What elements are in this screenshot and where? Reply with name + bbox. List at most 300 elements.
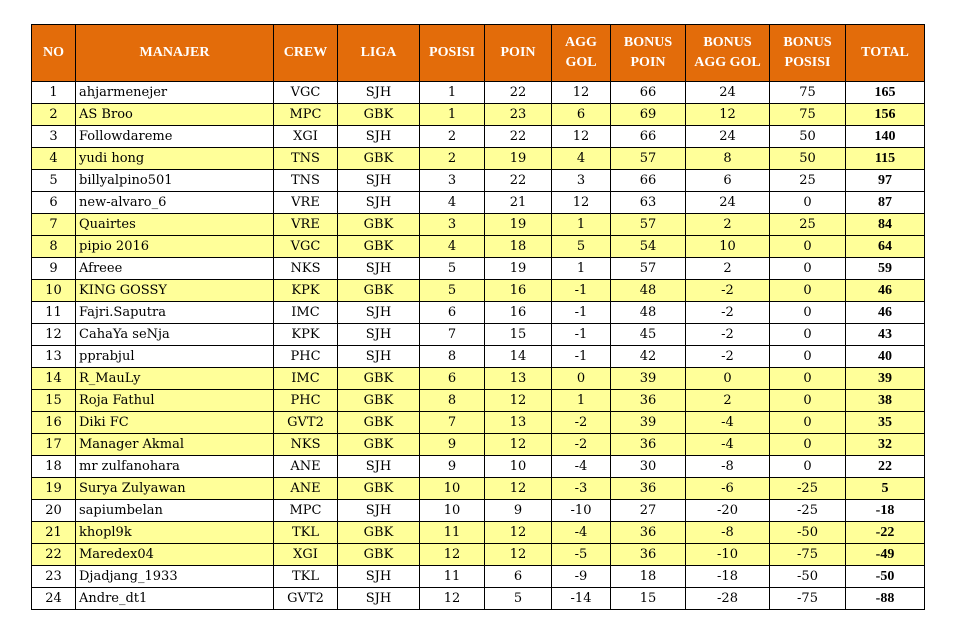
cell-bonus-poin: 45 xyxy=(611,324,686,346)
cell-no: 14 xyxy=(32,368,76,390)
cell-liga: GBK xyxy=(338,148,420,170)
cell-poin: 22 xyxy=(485,170,552,192)
cell-bonus-posisi: 75 xyxy=(770,104,846,126)
cell-total: 22 xyxy=(846,456,925,478)
cell-bonus-agg-gol: -20 xyxy=(686,500,770,522)
cell-poin: 18 xyxy=(485,236,552,258)
cell-manajer: new-alvaro_6 xyxy=(76,192,274,214)
cell-posisi: 5 xyxy=(420,280,485,302)
header-bonus-posisi-line2: POSISI xyxy=(784,55,831,70)
header-agg-gol-line1: AGG xyxy=(565,35,597,50)
cell-bonus-agg-gol: -2 xyxy=(686,324,770,346)
table-row xyxy=(32,126,925,148)
header-bonus-agg-gol-line2: AGG GOL xyxy=(694,55,761,70)
cell-bonus-agg-gol: 2 xyxy=(686,390,770,412)
table-row xyxy=(32,588,925,610)
cell-poin: 16 xyxy=(485,280,552,302)
cell-bonus-posisi: 75 xyxy=(770,82,846,104)
header-bonus-posisi xyxy=(770,25,846,82)
cell-poin: 10 xyxy=(485,456,552,478)
cell-posisi: 12 xyxy=(420,544,485,566)
cell-bonus-posisi: 0 xyxy=(770,236,846,258)
cell-bonus-poin: 30 xyxy=(611,456,686,478)
cell-manajer: AS Broo xyxy=(76,104,274,126)
cell-bonus-poin: 15 xyxy=(611,588,686,610)
header-bonus-posisi-line1: BONUS xyxy=(783,35,832,50)
table-row xyxy=(32,280,925,302)
cell-total: -22 xyxy=(846,522,925,544)
table-row xyxy=(32,148,925,170)
cell-bonus-poin: 66 xyxy=(611,82,686,104)
cell-manajer: Maredex04 xyxy=(76,544,274,566)
cell-crew: VGC xyxy=(274,82,338,104)
cell-agg-gol: -4 xyxy=(552,456,611,478)
cell-bonus-agg-gol: 12 xyxy=(686,104,770,126)
cell-bonus-agg-gol: 10 xyxy=(686,236,770,258)
cell-manajer: mr zulfanohara xyxy=(76,456,274,478)
cell-no: 8 xyxy=(32,236,76,258)
cell-poin: 21 xyxy=(485,192,552,214)
cell-agg-gol: -1 xyxy=(552,302,611,324)
cell-bonus-posisi: 0 xyxy=(770,192,846,214)
cell-posisi: 4 xyxy=(420,236,485,258)
cell-bonus-agg-gol: -2 xyxy=(686,302,770,324)
cell-no: 10 xyxy=(32,280,76,302)
cell-agg-gol: 1 xyxy=(552,390,611,412)
cell-bonus-posisi: 0 xyxy=(770,258,846,280)
cell-no: 18 xyxy=(32,456,76,478)
header-bonus-poin-line2: POIN xyxy=(630,55,666,70)
cell-poin: 22 xyxy=(485,82,552,104)
cell-total: 97 xyxy=(846,170,925,192)
cell-total: -88 xyxy=(846,588,925,610)
cell-total: 59 xyxy=(846,258,925,280)
cell-bonus-agg-gol: 2 xyxy=(686,214,770,236)
cell-agg-gol: -10 xyxy=(552,500,611,522)
cell-bonus-posisi: 25 xyxy=(770,214,846,236)
cell-no: 4 xyxy=(32,148,76,170)
cell-crew: ANE xyxy=(274,478,338,500)
header-poin: POIN xyxy=(485,25,552,82)
cell-poin: 9 xyxy=(485,500,552,522)
cell-bonus-poin: 57 xyxy=(611,258,686,280)
header-bonus-agg-gol-line1: BONUS xyxy=(703,35,752,50)
table-row xyxy=(32,368,925,390)
cell-liga: SJH xyxy=(338,324,420,346)
cell-liga: GBK xyxy=(338,544,420,566)
cell-bonus-poin: 57 xyxy=(611,148,686,170)
cell-poin: 23 xyxy=(485,104,552,126)
cell-liga: GBK xyxy=(338,236,420,258)
cell-bonus-poin: 42 xyxy=(611,346,686,368)
cell-bonus-agg-gol: -8 xyxy=(686,522,770,544)
cell-bonus-poin: 36 xyxy=(611,478,686,500)
cell-liga: SJH xyxy=(338,346,420,368)
cell-total: -50 xyxy=(846,566,925,588)
cell-poin: 12 xyxy=(485,522,552,544)
cell-liga: GBK xyxy=(338,412,420,434)
cell-posisi: 3 xyxy=(420,170,485,192)
cell-total: 39 xyxy=(846,368,925,390)
cell-manajer: sapiumbelan xyxy=(76,500,274,522)
cell-bonus-agg-gol: -8 xyxy=(686,456,770,478)
cell-crew: TKL xyxy=(274,522,338,544)
cell-bonus-poin: 39 xyxy=(611,368,686,390)
cell-crew: TNS xyxy=(274,170,338,192)
cell-crew: MPC xyxy=(274,500,338,522)
cell-agg-gol: -4 xyxy=(552,522,611,544)
header-row xyxy=(32,25,925,82)
header-bonus-agg-gol xyxy=(686,25,770,82)
cell-manajer: khopl9k xyxy=(76,522,274,544)
cell-posisi: 7 xyxy=(420,324,485,346)
cell-poin: 22 xyxy=(485,126,552,148)
cell-bonus-posisi: 25 xyxy=(770,170,846,192)
cell-agg-gol: 5 xyxy=(552,236,611,258)
cell-liga: SJH xyxy=(338,126,420,148)
cell-bonus-posisi: 0 xyxy=(770,324,846,346)
cell-manajer: Fajri.Saputra xyxy=(76,302,274,324)
cell-no: 11 xyxy=(32,302,76,324)
cell-agg-gol: -14 xyxy=(552,588,611,610)
cell-bonus-agg-gol: 0 xyxy=(686,368,770,390)
cell-total: 43 xyxy=(846,324,925,346)
table-row xyxy=(32,82,925,104)
cell-total: 87 xyxy=(846,192,925,214)
cell-agg-gol: -2 xyxy=(552,434,611,456)
cell-poin: 12 xyxy=(485,434,552,456)
cell-bonus-posisi: 50 xyxy=(770,126,846,148)
table-row xyxy=(32,324,925,346)
header-bonus-poin xyxy=(611,25,686,82)
cell-bonus-posisi: 0 xyxy=(770,368,846,390)
cell-liga: GBK xyxy=(338,522,420,544)
cell-bonus-posisi: 0 xyxy=(770,280,846,302)
cell-agg-gol: 12 xyxy=(552,126,611,148)
cell-bonus-poin: 57 xyxy=(611,214,686,236)
cell-crew: VGC xyxy=(274,236,338,258)
cell-agg-gol: 1 xyxy=(552,258,611,280)
cell-posisi: 6 xyxy=(420,302,485,324)
cell-posisi: 3 xyxy=(420,214,485,236)
cell-poin: 12 xyxy=(485,390,552,412)
cell-total: 156 xyxy=(846,104,925,126)
cell-agg-gol: -1 xyxy=(552,324,611,346)
cell-agg-gol: 3 xyxy=(552,170,611,192)
table-row xyxy=(32,192,925,214)
cell-total: 165 xyxy=(846,82,925,104)
cell-poin: 14 xyxy=(485,346,552,368)
cell-crew: XGI xyxy=(274,544,338,566)
cell-total: 46 xyxy=(846,280,925,302)
cell-manajer: R_MauLy xyxy=(76,368,274,390)
cell-crew: VRE xyxy=(274,192,338,214)
cell-poin: 13 xyxy=(485,412,552,434)
cell-agg-gol: 12 xyxy=(552,192,611,214)
cell-manajer: CahaYa seNja xyxy=(76,324,274,346)
cell-bonus-poin: 27 xyxy=(611,500,686,522)
cell-posisi: 9 xyxy=(420,434,485,456)
cell-no: 2 xyxy=(32,104,76,126)
cell-liga: SJH xyxy=(338,170,420,192)
cell-posisi: 1 xyxy=(420,82,485,104)
table-row xyxy=(32,478,925,500)
table-row xyxy=(32,390,925,412)
cell-crew: NKS xyxy=(274,258,338,280)
cell-manajer: Surya Zulyawan xyxy=(76,478,274,500)
header-agg-gol-line2: GOL xyxy=(565,55,597,70)
header-no: NO xyxy=(32,25,76,82)
table-row xyxy=(32,236,925,258)
header-agg-gol xyxy=(552,25,611,82)
header-bonus-poin-line1: BONUS xyxy=(623,35,673,50)
cell-poin: 16 xyxy=(485,302,552,324)
cell-liga: GBK xyxy=(338,104,420,126)
table-row xyxy=(32,566,925,588)
cell-bonus-posisi: 0 xyxy=(770,390,846,412)
standings-table xyxy=(31,24,925,610)
cell-agg-gol: 1 xyxy=(552,214,611,236)
cell-posisi: 9 xyxy=(420,456,485,478)
cell-bonus-agg-gol: 24 xyxy=(686,82,770,104)
cell-crew: IMC xyxy=(274,302,338,324)
cell-manajer: Afreee xyxy=(76,258,274,280)
cell-no: 20 xyxy=(32,500,76,522)
cell-crew: KPK xyxy=(274,280,338,302)
cell-posisi: 7 xyxy=(420,412,485,434)
cell-bonus-agg-gol: 6 xyxy=(686,170,770,192)
table-row xyxy=(32,214,925,236)
cell-bonus-posisi: -50 xyxy=(770,566,846,588)
cell-crew: NKS xyxy=(274,434,338,456)
cell-liga: GBK xyxy=(338,214,420,236)
cell-crew: VRE xyxy=(274,214,338,236)
cell-liga: SJH xyxy=(338,500,420,522)
cell-manajer: ahjarmenejer xyxy=(76,82,274,104)
cell-crew: TKL xyxy=(274,566,338,588)
cell-total: 46 xyxy=(846,302,925,324)
cell-poin: 5 xyxy=(485,588,552,610)
cell-posisi: 6 xyxy=(420,368,485,390)
cell-bonus-poin: 63 xyxy=(611,192,686,214)
cell-no: 19 xyxy=(32,478,76,500)
cell-manajer: Manager Akmal xyxy=(76,434,274,456)
cell-no: 9 xyxy=(32,258,76,280)
cell-posisi: 10 xyxy=(420,478,485,500)
cell-crew: IMC xyxy=(274,368,338,390)
cell-agg-gol: 0 xyxy=(552,368,611,390)
cell-bonus-poin: 48 xyxy=(611,302,686,324)
cell-bonus-poin: 36 xyxy=(611,390,686,412)
cell-liga: GBK xyxy=(338,478,420,500)
cell-poin: 12 xyxy=(485,544,552,566)
cell-total: 38 xyxy=(846,390,925,412)
cell-no: 5 xyxy=(32,170,76,192)
cell-crew: XGI xyxy=(274,126,338,148)
table-row xyxy=(32,500,925,522)
table-row xyxy=(32,104,925,126)
header-manajer: MANAJER xyxy=(76,25,274,82)
cell-liga: GBK xyxy=(338,368,420,390)
cell-bonus-agg-gol: 2 xyxy=(686,258,770,280)
cell-posisi: 5 xyxy=(420,258,485,280)
cell-poin: 19 xyxy=(485,258,552,280)
table-row xyxy=(32,522,925,544)
cell-crew: TNS xyxy=(274,148,338,170)
cell-bonus-posisi: -50 xyxy=(770,522,846,544)
cell-manajer: Roja Fathul xyxy=(76,390,274,412)
table-row xyxy=(32,434,925,456)
cell-no: 16 xyxy=(32,412,76,434)
cell-no: 24 xyxy=(32,588,76,610)
header-crew: CREW xyxy=(274,25,338,82)
table-row xyxy=(32,412,925,434)
cell-bonus-poin: 48 xyxy=(611,280,686,302)
cell-poin: 12 xyxy=(485,478,552,500)
cell-crew: GVT2 xyxy=(274,412,338,434)
cell-no: 21 xyxy=(32,522,76,544)
cell-no: 15 xyxy=(32,390,76,412)
cell-poin: 15 xyxy=(485,324,552,346)
cell-bonus-agg-gol: 24 xyxy=(686,192,770,214)
cell-agg-gol: -1 xyxy=(552,280,611,302)
cell-crew: GVT2 xyxy=(274,588,338,610)
cell-bonus-posisi: 0 xyxy=(770,456,846,478)
cell-agg-gol: -9 xyxy=(552,566,611,588)
cell-crew: ANE xyxy=(274,456,338,478)
cell-posisi: 11 xyxy=(420,522,485,544)
cell-bonus-poin: 39 xyxy=(611,412,686,434)
cell-liga: SJH xyxy=(338,258,420,280)
cell-agg-gol: -1 xyxy=(552,346,611,368)
cell-bonus-poin: 66 xyxy=(611,126,686,148)
cell-bonus-poin: 18 xyxy=(611,566,686,588)
cell-no: 13 xyxy=(32,346,76,368)
cell-poin: 19 xyxy=(485,214,552,236)
cell-posisi: 10 xyxy=(420,500,485,522)
cell-posisi: 2 xyxy=(420,148,485,170)
cell-total: -49 xyxy=(846,544,925,566)
cell-posisi: 2 xyxy=(420,126,485,148)
cell-liga: GBK xyxy=(338,434,420,456)
cell-total: 35 xyxy=(846,412,925,434)
cell-bonus-poin: 54 xyxy=(611,236,686,258)
header-posisi: POSISI xyxy=(420,25,485,82)
table-row xyxy=(32,346,925,368)
cell-total: 40 xyxy=(846,346,925,368)
table-row xyxy=(32,302,925,324)
cell-posisi: 4 xyxy=(420,192,485,214)
cell-manajer: billyalpino501 xyxy=(76,170,274,192)
cell-bonus-agg-gol: -2 xyxy=(686,346,770,368)
cell-crew: MPC xyxy=(274,104,338,126)
cell-bonus-poin: 66 xyxy=(611,170,686,192)
cell-agg-gol: 6 xyxy=(552,104,611,126)
cell-no: 22 xyxy=(32,544,76,566)
cell-total: -18 xyxy=(846,500,925,522)
cell-posisi: 1 xyxy=(420,104,485,126)
cell-crew: PHC xyxy=(274,390,338,412)
cell-posisi: 12 xyxy=(420,588,485,610)
cell-agg-gol: -3 xyxy=(552,478,611,500)
cell-bonus-agg-gol: -28 xyxy=(686,588,770,610)
cell-manajer: yudi hong xyxy=(76,148,274,170)
cell-bonus-posisi: -75 xyxy=(770,544,846,566)
cell-manajer: pipio 2016 xyxy=(76,236,274,258)
cell-no: 17 xyxy=(32,434,76,456)
cell-bonus-poin: 36 xyxy=(611,544,686,566)
cell-bonus-agg-gol: 8 xyxy=(686,148,770,170)
cell-manajer: Followdareme xyxy=(76,126,274,148)
cell-bonus-poin: 36 xyxy=(611,434,686,456)
cell-poin: 13 xyxy=(485,368,552,390)
cell-bonus-agg-gol: 24 xyxy=(686,126,770,148)
cell-liga: SJH xyxy=(338,456,420,478)
cell-manajer: Quairtes xyxy=(76,214,274,236)
cell-bonus-posisi: 0 xyxy=(770,302,846,324)
cell-bonus-posisi: 0 xyxy=(770,346,846,368)
cell-liga: SJH xyxy=(338,302,420,324)
cell-agg-gol: 12 xyxy=(552,82,611,104)
header-liga: LIGA xyxy=(338,25,420,82)
cell-bonus-poin: 36 xyxy=(611,522,686,544)
cell-agg-gol: -2 xyxy=(552,412,611,434)
table-row xyxy=(32,456,925,478)
cell-bonus-agg-gol: -4 xyxy=(686,412,770,434)
cell-agg-gol: -5 xyxy=(552,544,611,566)
cell-no: 23 xyxy=(32,566,76,588)
table-body xyxy=(32,82,925,610)
cell-total: 64 xyxy=(846,236,925,258)
cell-no: 12 xyxy=(32,324,76,346)
cell-manajer: pprabjul xyxy=(76,346,274,368)
cell-bonus-posisi: -25 xyxy=(770,500,846,522)
header-total: TOTAL xyxy=(846,25,925,82)
cell-bonus-posisi: -25 xyxy=(770,478,846,500)
cell-bonus-agg-gol: -10 xyxy=(686,544,770,566)
cell-total: 5 xyxy=(846,478,925,500)
cell-liga: GBK xyxy=(338,390,420,412)
cell-total: 32 xyxy=(846,434,925,456)
cell-agg-gol: 4 xyxy=(552,148,611,170)
cell-bonus-posisi: 50 xyxy=(770,148,846,170)
cell-no: 1 xyxy=(32,82,76,104)
cell-bonus-posisi: 0 xyxy=(770,434,846,456)
cell-liga: SJH xyxy=(338,588,420,610)
cell-bonus-agg-gol: -18 xyxy=(686,566,770,588)
cell-no: 7 xyxy=(32,214,76,236)
cell-manajer: Diki FC xyxy=(76,412,274,434)
cell-crew: KPK xyxy=(274,324,338,346)
cell-liga: SJH xyxy=(338,82,420,104)
cell-manajer: KING GOSSY xyxy=(76,280,274,302)
cell-bonus-posisi: 0 xyxy=(770,412,846,434)
cell-no: 6 xyxy=(32,192,76,214)
cell-bonus-posisi: -75 xyxy=(770,588,846,610)
cell-manajer: Djadjang_1933 xyxy=(76,566,274,588)
cell-total: 115 xyxy=(846,148,925,170)
cell-posisi: 8 xyxy=(420,346,485,368)
table-row xyxy=(32,258,925,280)
cell-posisi: 11 xyxy=(420,566,485,588)
cell-poin: 6 xyxy=(485,566,552,588)
cell-manajer: Andre_dt1 xyxy=(76,588,274,610)
table-row xyxy=(32,170,925,192)
cell-liga: GBK xyxy=(338,280,420,302)
cell-liga: SJH xyxy=(338,192,420,214)
cell-total: 140 xyxy=(846,126,925,148)
cell-bonus-agg-gol: -2 xyxy=(686,280,770,302)
